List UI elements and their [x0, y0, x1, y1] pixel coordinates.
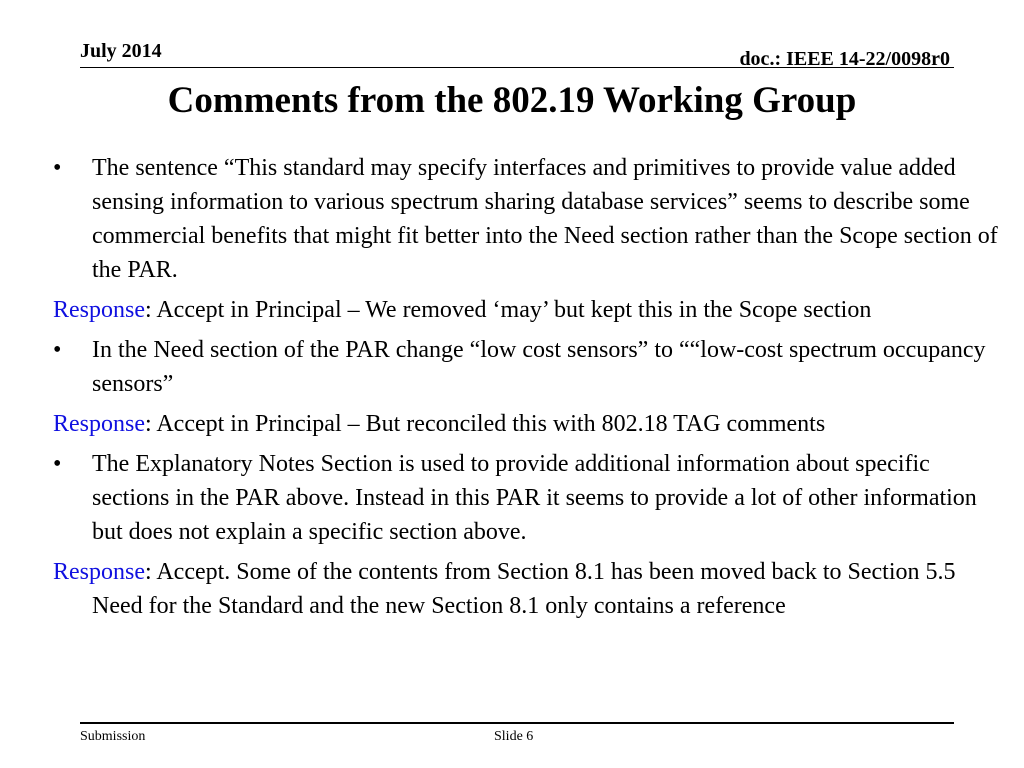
- response-text: : Accept in Principal – But reconciled this with 802.18 TAG comments: [145, 411, 826, 437]
- bullet-icon: •: [53, 155, 62, 181]
- slide-body: [53, 151, 998, 629]
- comment-text: In the Need section of the PAR change “low cost sensors” to ““low-cost spectrum occupancy sensors”: [92, 337, 986, 397]
- comment-item: [53, 333, 998, 401]
- slide-title: Comments from the 802.19 Working Group: [167, 80, 857, 121]
- response-text: : Accept in Principal – We removed ‘may’ but kept this in the Scope section: [145, 297, 872, 323]
- footer-submission: Submission: [80, 729, 146, 744]
- comment-item: [53, 151, 998, 287]
- bullet-icon: •: [53, 337, 62, 363]
- footer-slide-number: Slide 6: [494, 729, 534, 744]
- footer-divider: [80, 722, 954, 724]
- header-doc-id: doc.: IEEE 14-22/0098r0: [739, 48, 950, 70]
- comment-item: [53, 447, 998, 549]
- response-item: [53, 555, 998, 623]
- response-label: Response: [53, 559, 145, 585]
- header-date: July 2014: [80, 40, 162, 62]
- response-item: [53, 407, 998, 441]
- bullet-icon: •: [53, 451, 62, 477]
- header-divider: [80, 67, 954, 68]
- comment-text: The Explanatory Notes Section is used to provide additional information about specific sections in the PAR above. Instead in this PAR it seems to provide a lot of other information but does not explain a specific section above.: [92, 451, 977, 545]
- response-text: : Accept. Some of the contents from Section 8.1 has been moved back to Section 5.5 Need for the Standard and the new Section 8.1 only contains a reference: [92, 559, 956, 619]
- response-item: [53, 293, 998, 327]
- comment-text: The sentence “This standard may specify interfaces and primitives to provide value added sensing information to various spectrum sharing database services” seems to describe some commercial benefits that might fit better into the Need section rather than the Scope section of the PAR.: [92, 155, 998, 283]
- response-label: Response: [53, 411, 145, 437]
- response-label: Response: [53, 297, 145, 323]
